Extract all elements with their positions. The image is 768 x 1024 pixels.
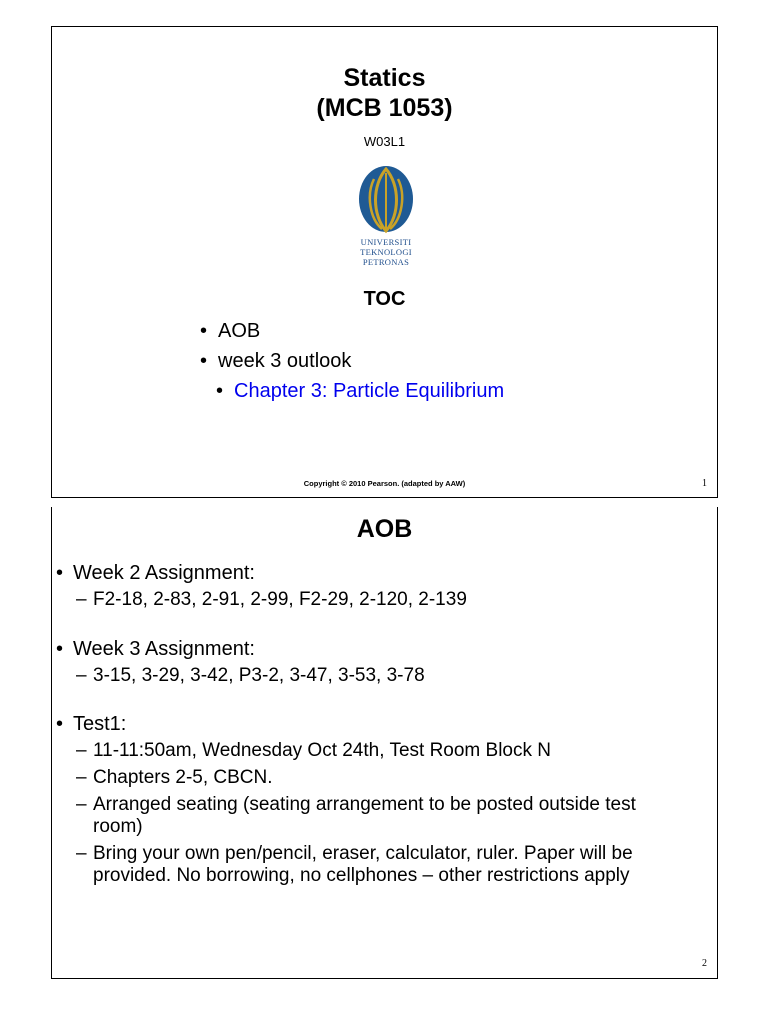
lecture-code: W03L1	[363, 134, 406, 149]
list-item-text: provided. No borrowing, no cellphones – other restrictions apply	[93, 865, 630, 886]
list-item-text: Chapters 2-5, CBCN.	[93, 767, 273, 788]
toc-item-label: week 3 outlook	[218, 350, 352, 372]
section-heading-label: Test1:	[73, 713, 127, 735]
list-item-text: Bring your own pen/pencil, eraser, calculator, ruler. Paper will be	[93, 843, 633, 864]
list-item: – Chapters 2-5, CBCN.	[76, 767, 273, 788]
toc-item: • week 3 outlook	[200, 350, 352, 372]
university-logo	[352, 165, 420, 269]
logo-text-line: UNIVERSITI	[360, 237, 412, 247]
section-heading-label: Week 2 Assignment:	[73, 562, 255, 584]
logo-text-line: PETRONAS	[362, 257, 410, 267]
list-item: – Arranged seating (seating arrangement to be posted outside test	[76, 794, 636, 815]
slide-1	[51, 26, 718, 498]
slide-title: Statics	[343, 64, 426, 92]
section-heading: • Test1:	[56, 713, 127, 735]
page-number: 1	[702, 478, 707, 489]
logo-text-line: TEKNOLOGI	[360, 247, 412, 257]
list-item-continuation	[76, 865, 630, 887]
section-heading: • Week 2 Assignment:	[56, 562, 255, 584]
toc-sub-item: • Chapter 3: Particle Equilibrium	[216, 380, 505, 402]
list-item: – F2-18, 2-83, 2-91, 2-99, F2-29, 2-120, 2-139	[76, 589, 467, 610]
slide-title: AOB	[356, 515, 413, 543]
slide-2	[51, 507, 718, 979]
toc-heading: TOC	[363, 288, 406, 310]
list-item-continuation	[76, 816, 143, 838]
list-item: – Bring your own pen/pencil, eraser, calculator, ruler. Paper will be	[76, 843, 633, 864]
list-item-text: 11-11:50am, Wednesday Oct 24th, Test Room Block N	[93, 740, 551, 761]
toc-item-label: AOB	[218, 320, 261, 342]
logo-emblem-icon	[352, 165, 420, 237]
list-item-text: room)	[93, 816, 143, 837]
list-item-text: F2-18, 2-83, 2-91, 2-99, F2-29, 2-120, 2-139	[93, 589, 467, 610]
list-item-text: 3-15, 3-29, 3-42, P3-2, 3-47, 3-53, 3-78	[93, 665, 425, 686]
course-code-title: (MCB 1053)	[316, 94, 453, 122]
copyright-notice: Copyright © 2010 Pearson. (adapted by AAW)	[303, 479, 466, 488]
section-heading: • Week 3 Assignment:	[56, 638, 255, 660]
toc-item: • AOB	[200, 320, 261, 342]
toc-sub-item-label: Chapter 3: Particle Equilibrium	[234, 380, 505, 402]
list-item: – 3-15, 3-29, 3-42, P3-2, 3-47, 3-53, 3-78	[76, 665, 425, 686]
list-item-text: Arranged seating (seating arrangement to be posted outside test	[93, 794, 636, 815]
list-item: – 11-11:50am, Wednesday Oct 24th, Test Room Block N	[76, 740, 551, 761]
section-heading-label: Week 3 Assignment:	[73, 638, 255, 660]
page-number: 2	[702, 958, 707, 969]
